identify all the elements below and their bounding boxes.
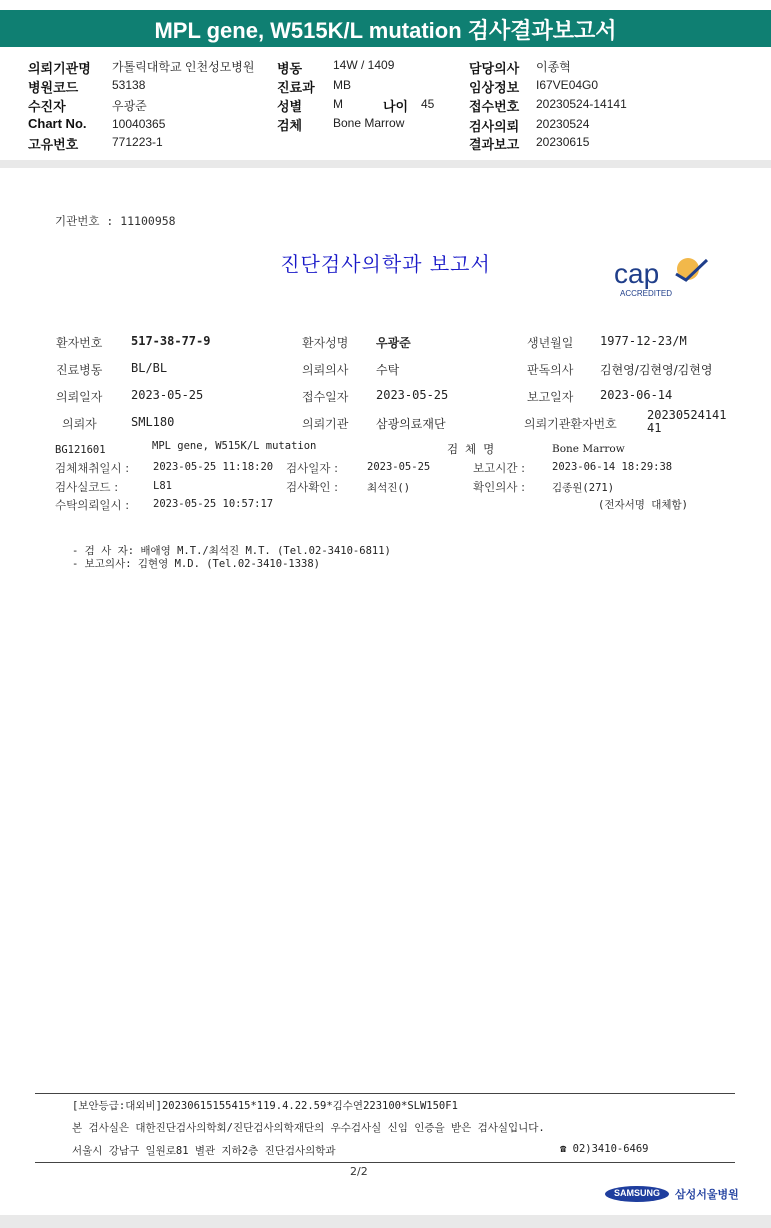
test-confirm-value: 최석진(): [367, 482, 411, 494]
patient-no-value: 517-38-77-9: [131, 334, 211, 348]
treatment-ward-value: BL/BL: [131, 361, 168, 375]
report-date-value: 2023-06-14: [600, 388, 673, 402]
hospital-code-value: 53138: [112, 78, 146, 92]
treatment-ward-label: 진료병동: [56, 363, 103, 377]
requesting-org-value: 삼광의료재단: [376, 417, 446, 431]
sex-label: 성별: [277, 99, 303, 114]
department-label: 진료과: [277, 80, 315, 95]
unique-id-label: 고유번호: [28, 137, 79, 152]
request-day-label: 의뢰일자: [56, 390, 103, 404]
request-date-label: 검사의뢰: [469, 119, 520, 134]
page-number: 2/2: [350, 1165, 368, 1178]
specimen-name-label: 검 체 명: [447, 442, 495, 456]
receipt-date-label: 접수일자: [302, 390, 349, 404]
collection-time-label: 검체채취일시 :: [55, 461, 130, 475]
samsung-logo-text: SAMSUNG: [613, 1188, 660, 1198]
birth-date-value: 1977-12-23/M: [600, 334, 687, 348]
bottom-band: [0, 1215, 771, 1228]
requester-label: 의뢰자: [62, 417, 97, 431]
requesting-org-label: 의뢰기관: [302, 417, 349, 431]
electronic-signature-note: (전자서명 대체함): [598, 499, 688, 511]
ward-value: 14W / 1409: [333, 58, 395, 72]
attending-doctor-label: 담당의사: [469, 61, 520, 76]
department-value: MB: [333, 78, 351, 92]
patient-no-label: 환자번호: [56, 336, 103, 350]
unique-id-value: 771223-1: [112, 135, 163, 149]
hospital-brand-name: 삼성서울병원: [675, 1188, 739, 1201]
accession-no-value: 20230524-14141: [536, 97, 627, 111]
cap-accredited-logo: [612, 256, 712, 302]
header-separator: [0, 160, 771, 168]
test-date-label: 검사일자 :: [286, 461, 338, 475]
reading-doctor-value: 김현영/김현영/김현영: [600, 363, 713, 377]
phone-line: ☎ 02)3410-6469: [560, 1143, 649, 1155]
consign-time-value: 2023-05-25 10:57:17: [153, 498, 274, 510]
requesting-doctor-value: 수탁: [376, 363, 400, 377]
confirm-doctor-label: 확인의사 :: [473, 480, 525, 494]
requesting-institution-label: 의뢰기관명: [28, 61, 91, 76]
request-date-value: 20230524: [536, 117, 590, 131]
age-label: 나이: [383, 99, 409, 114]
confirm-doctor-value: 김종원(271): [552, 482, 615, 494]
patient-name-label: 환자성명: [302, 336, 349, 350]
birth-date-label: 생년월일: [527, 336, 574, 350]
patient-value: 우광준: [112, 99, 147, 113]
org-number: 기관번호 : 11100958: [55, 214, 176, 228]
consign-time-label: 수탁의뢰일시 :: [55, 498, 130, 512]
patient-name-value: 우광준: [376, 336, 411, 350]
result-report-label: 결과보고: [469, 137, 520, 152]
tester-line: - 검 사 자: 배애영 M.T./최석진 M.T. (Tel.02-3410-6811): [72, 545, 391, 557]
org-patient-no-label: 의뢰기관환자번호: [524, 417, 617, 431]
report-title: MPL gene, W515K/L mutation 검사결과보고서: [154, 18, 617, 43]
clinical-info-label: 임상정보: [469, 80, 520, 95]
ward-label: 병동: [277, 61, 303, 76]
requesting-doctor-label: 의뢰의사: [302, 363, 349, 377]
test-name: MPL gene, W515K/L mutation: [152, 440, 317, 452]
footer-top-rule: [35, 1093, 735, 1094]
receipt-date-value: 2023-05-25: [376, 388, 449, 402]
cap-accredited-text: ACCREDITED: [620, 289, 673, 298]
requester-value: SML180: [131, 415, 175, 429]
reading-doctor-label: 판독의사: [527, 363, 574, 377]
report-heading: 진단검사의학과 보고서: [280, 252, 491, 276]
lab-code-label: 검사실코드 :: [55, 480, 119, 494]
report-time-label: 보고시간 :: [473, 461, 525, 475]
org-patient-no-value: 2023052414141: [647, 408, 727, 435]
patient-label: 수진자: [28, 99, 66, 114]
request-day-value: 2023-05-25: [131, 388, 204, 402]
cap-logo-text: cap: [614, 258, 660, 289]
test-confirm-label: 검사확인 :: [286, 480, 338, 494]
result-report-value: 20230615: [536, 135, 590, 149]
certification-line: 본 검사실은 대한진단검사의학회/진단검사의학재단의 우수검사실 신임 인증을 받은 검사실입니다.: [72, 1122, 545, 1134]
chart-no-label: Chart No.: [28, 116, 87, 131]
collection-time-value: 2023-05-25 11:18:20: [153, 461, 274, 473]
report-time-value: 2023-06-14 18:29:38: [552, 461, 673, 473]
sex-value: M: [333, 97, 343, 111]
age-value: 45: [421, 97, 435, 111]
specimen-name-value: Bone Marrow: [552, 443, 625, 455]
address-line: 서울시 강남구 일원로81 별관 지하2층 진단검사의학과: [72, 1145, 336, 1157]
report-date-label: 보고일자: [527, 390, 574, 404]
hospital-code-label: 병원코드: [28, 80, 79, 95]
clinical-info-value: I67VE04G0: [536, 78, 599, 92]
security-line: [보안등급:대외비]20230615155415*119.4.22.59*김수연223100*SLW150F1: [72, 1100, 458, 1112]
chart-no-value: 10040365: [112, 117, 166, 131]
lab-code-value: L81: [153, 480, 172, 492]
specimen-label: 검체: [277, 118, 303, 133]
specimen-value: Bone Marrow: [333, 116, 405, 130]
requesting-institution-value: 가톨릭대학교 인천성모병원: [112, 60, 255, 74]
accession-no-label: 접수번호: [469, 99, 520, 114]
footer-bottom-rule: [35, 1162, 735, 1163]
test-code: BG121601: [55, 444, 106, 456]
test-date-value: 2023-05-25: [367, 461, 431, 473]
reporting-doctor-line: - 보고의사: 김현영 M.D. (Tel.02-3410-1338): [72, 558, 321, 570]
attending-doctor-value: 이종혁: [536, 60, 571, 74]
